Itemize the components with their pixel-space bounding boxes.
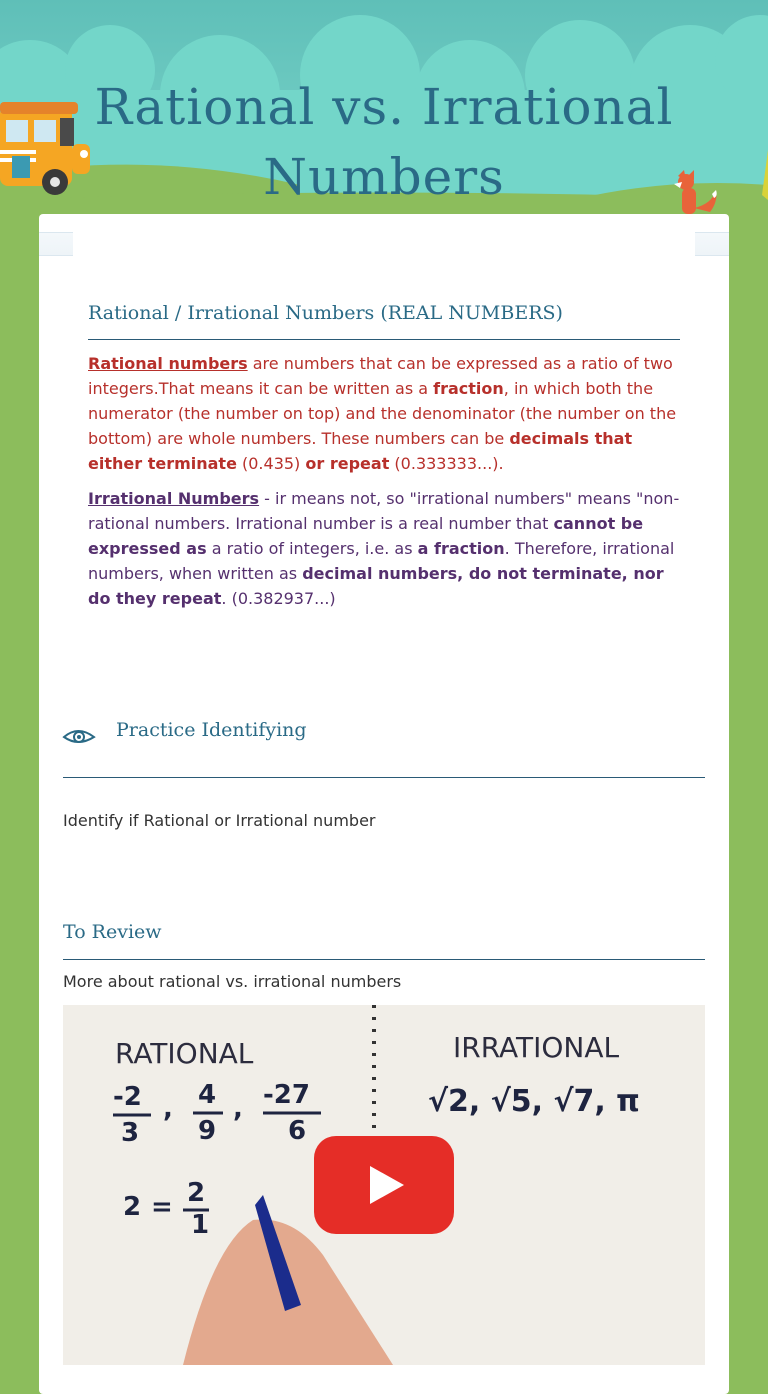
play-icon: [370, 1166, 404, 1204]
section-heading-review: To Review: [63, 921, 162, 943]
rational-emphasis: fraction: [433, 379, 504, 398]
tape-decoration-left: [39, 232, 73, 256]
rational-definition: [88, 351, 680, 476]
irrational-term: Irrational Numbers: [88, 489, 260, 508]
irrational-text: . Therefore, irrational numbers, when written as: [88, 539, 675, 583]
section-divider: [63, 777, 705, 778]
svg-text:=: =: [151, 1192, 173, 1222]
svg-text:1: 1: [191, 1210, 210, 1240]
section-heading-practice: Practice Identifying: [116, 719, 307, 741]
section-divider: [88, 339, 680, 340]
rational-emphasis: decimals that either terminate: [88, 429, 633, 473]
video-irrational-label: IRRATIONAL: [453, 1031, 620, 1064]
svg-text:-2: -2: [113, 1082, 142, 1112]
section-divider: [63, 959, 705, 960]
irrational-emphasis: a fraction: [417, 539, 505, 558]
svg-text:6: 6: [288, 1116, 307, 1146]
video-rational-label: RATIONAL: [115, 1037, 254, 1070]
section-heading-real-numbers: Rational / Irrational Numbers (REAL NUMBERS): [88, 302, 563, 324]
eye-icon: [62, 725, 96, 747]
irrational-text: - ir means not, so "irrational numbers" means "non-rational numbers. Irrational number is a real number that: [88, 489, 680, 533]
irrational-text: a ratio of integers, i.e. as: [206, 539, 418, 558]
header-banner: [0, 0, 768, 240]
svg-text:2: 2: [187, 1178, 206, 1208]
video-roots-text: √2, √5, √7, π: [428, 1084, 640, 1119]
svg-text:9: 9: [198, 1116, 217, 1146]
play-button[interactable]: [314, 1136, 454, 1234]
irrational-text: . (0.382937...): [221, 589, 336, 608]
irrational-emphasis: decimal numbers, do not terminate, nor do they repeat: [88, 564, 664, 608]
svg-text:4: 4: [198, 1080, 217, 1110]
svg-text:3: 3: [121, 1118, 140, 1148]
review-description: More about rational vs. irrational numbers: [63, 972, 402, 991]
rational-text: (0.333333...).: [389, 454, 504, 473]
rational-emphasis: or repeat: [305, 454, 390, 473]
rational-text: (0.435): [236, 454, 306, 473]
irrational-emphasis: cannot be expressed as: [88, 514, 644, 558]
svg-text:,: ,: [163, 1094, 173, 1124]
tape-decoration-right: [695, 232, 729, 256]
rational-text: are numbers that can be expressed as a ratio of two integers.That means it can be written as a: [88, 354, 673, 398]
svg-text:,: ,: [233, 1094, 243, 1124]
rational-text: , in which both the numerator (the number on top) and the denominator (the number on the bottom) are whole numbers. These numbers can be: [88, 379, 677, 448]
rational-term: Rational numbers: [88, 354, 248, 373]
page-title: Rational vs. Irrational Numbers: [94, 78, 674, 206]
svg-text:2: 2: [123, 1192, 142, 1222]
practice-instruction: Identify if Rational or Irrational number: [63, 811, 376, 830]
svg-text:-27: -27: [263, 1080, 310, 1110]
irrational-definition: [88, 486, 680, 611]
